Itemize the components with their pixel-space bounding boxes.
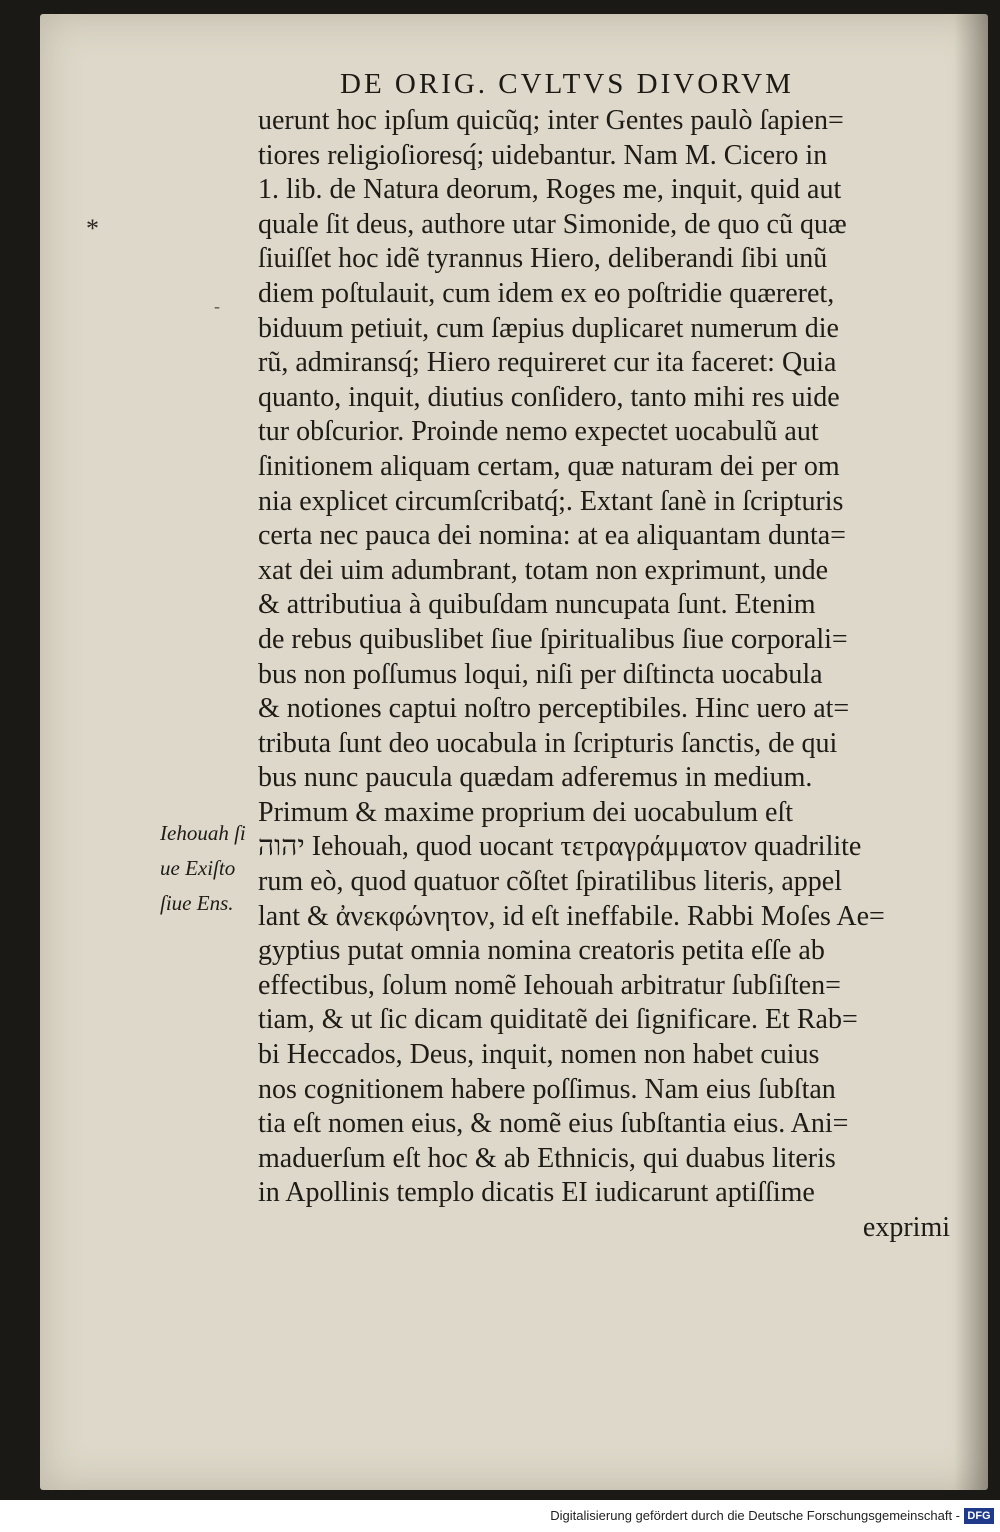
- margin-note-line: ue Exiſto: [160, 856, 236, 880]
- text-line: quale ſit deus, authore utar Simonide, de quo cũ quæ: [258, 208, 847, 240]
- text-line: tur obſcurior. Proinde nemo expectet uocabulũ aut: [258, 416, 819, 448]
- text-line: quanto, inquit, diutius conſidero, tanto mihi res uide: [258, 381, 840, 413]
- text-line: uerunt hoc ipſum quicũq; inter Gentes paulò ſapien=: [258, 105, 844, 136]
- footer-credit: Digitalisierung gefördert durch die Deutsche Forschungsgemeinschaft -: [550, 1508, 960, 1523]
- text-line: tiam, & ut ſic dicam quiditatẽ dei ſignificare. Et Rab=: [258, 1004, 858, 1036]
- body-text: [258, 104, 958, 1246]
- text-line: tia eſt nomen eius, & nomẽ eius ſubſtantia eius. Ani=: [258, 1108, 849, 1140]
- text-line: bus nunc paucula quædam adferemus in medium.: [258, 762, 813, 794]
- text-line: nos cognitionem habere poſſimus. Nam eius ſubſtan: [258, 1073, 836, 1105]
- margin-note-line: Iehouah ſi: [160, 821, 246, 845]
- margin-note: [160, 816, 252, 921]
- text-line: xat dei uim adumbrant, totam non exprimunt, unde: [258, 554, 828, 586]
- text-line: 1. lib. de Natura deorum, Roges me, inquit, quid aut: [258, 174, 842, 206]
- text-line: certa nec pauca dei nomina: at ea aliquantam dunta=: [258, 520, 846, 552]
- text-line: יהוה Iehouah, quod uocant τετραγράμματον quadrilite: [258, 831, 862, 863]
- dfg-logo: DFG: [964, 1508, 994, 1524]
- text-line: ſiuiſſet hoc idẽ tyrannus Hiero, deliberandi ſibi unũ: [258, 243, 828, 275]
- text-line: nia explicet circumſcribatq́;. Extant ſanè in ſcripturis: [258, 485, 844, 517]
- text-line: bi Heccados, Deus, inquit, nomen non habet cuius: [258, 1039, 820, 1071]
- text-line: Primum & maxime proprium dei uocabulum eſt: [258, 796, 794, 828]
- text-line: biduum petiuit, cum ſæpius duplicaret numerum die: [258, 312, 839, 344]
- text-line: ſinitionem aliquam certam, quæ naturam dei per om: [258, 450, 840, 482]
- text-line: maduerſum eſt hoc & ab Ethnicis, qui duabus literis: [258, 1142, 836, 1174]
- text-line: gyptius putat omnia nomina creatoris petita eſſe ab: [258, 935, 825, 967]
- footer-bar: [0, 1500, 1000, 1532]
- text-line: effectibus, ſolum nomẽ Iehouah arbitratur ſubſiſten=: [258, 969, 841, 1001]
- running-head: DE ORIG. CVLTVS DIVORVM: [340, 68, 794, 100]
- text-line: in Apollinis templo dicatis EI iudicarunt aptiſſime: [258, 1177, 815, 1209]
- text-line: tributa ſunt deo uocabula in ſcripturis ſanctis, de qui: [258, 727, 838, 759]
- text-line: rum eò, quod quatuor cõſtet ſpiratilibus literis, appel: [258, 866, 842, 898]
- text-line: diem poſtulauit, cum idem ex eo poſtridie quæreret,: [258, 277, 835, 309]
- margin-asterisk-mark: *: [86, 214, 99, 243]
- margin-dash-mark: -: [214, 296, 220, 316]
- catchword: exprimi: [862, 1212, 950, 1243]
- text-line: de rebus quibuslibet ſiue ſpiritualibus ſiue corporali=: [258, 623, 848, 655]
- margin-note-line: ſiue Ens.: [160, 891, 234, 915]
- text-line: lant & ἀνεκφώνητον, id eſt ineffabile. Rabbi Moſes Ae=: [258, 900, 885, 932]
- text-line: & attributiua à quibuſdam nuncupata ſunt. Etenim: [258, 589, 816, 621]
- text-line: bus non poſſumus loqui, niſi per diſtincta uocabula: [258, 658, 823, 690]
- paper-edge-shadow: [954, 14, 988, 1490]
- text-line: tiores religioſioresq́; uidebantur. Nam M. Cicero in: [258, 139, 828, 171]
- text-line: rũ, admiransq́; Hiero requireret cur ita faceret: Quia: [258, 347, 837, 379]
- text-line: & notiones captui noſtro perceptibiles. Hinc uero at=: [258, 693, 850, 725]
